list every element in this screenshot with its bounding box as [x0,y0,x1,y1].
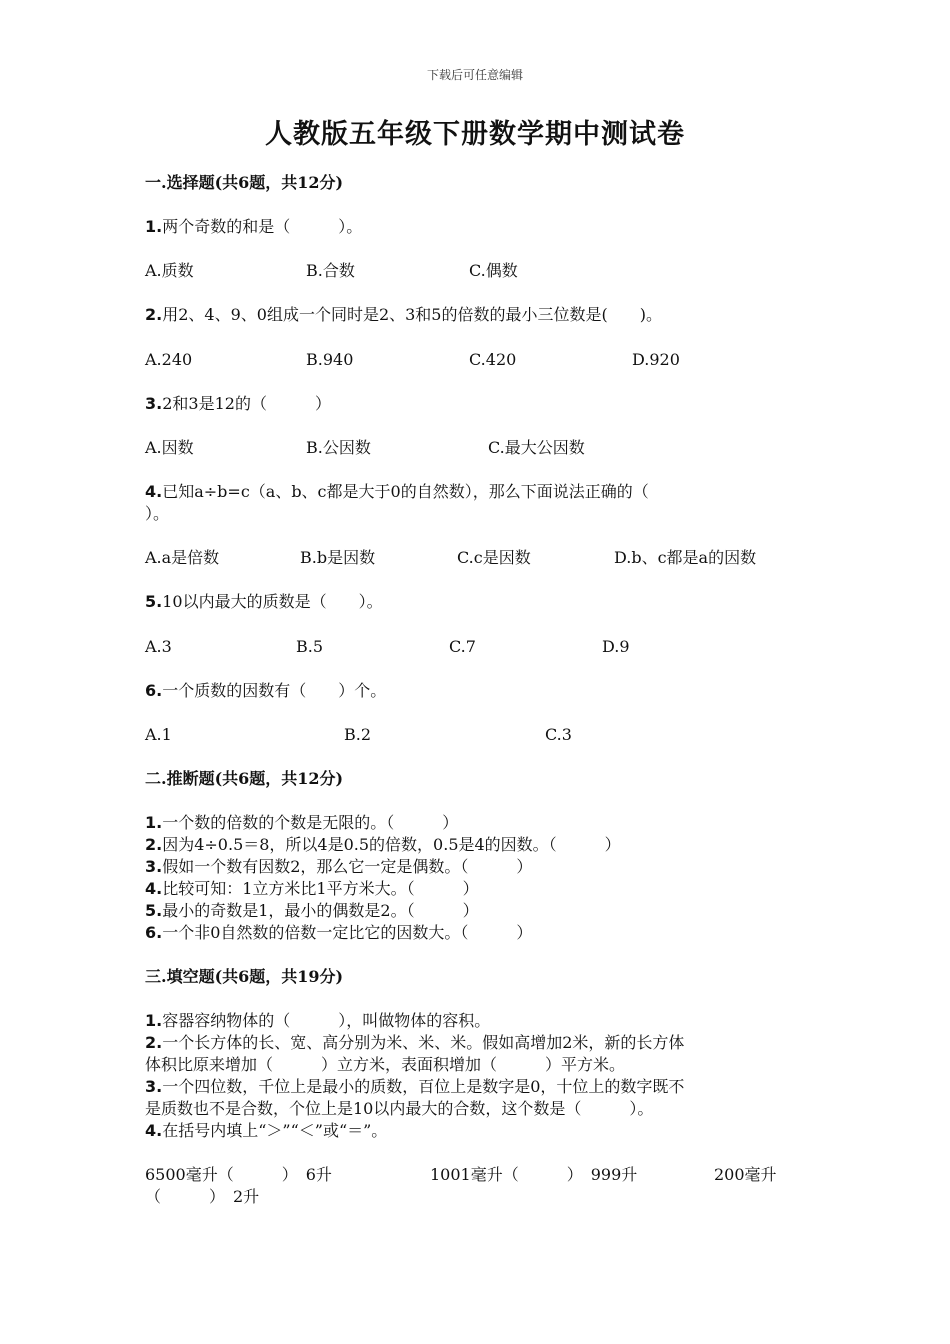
s3-question-1: 1.容器容纳物体的（ ），叫做物体的容积。 [145,1011,491,1030]
s1-q2-option-d: D.920 [632,350,680,369]
s1-question-5: 5.10以内最大的质数是（ ）。 [145,592,383,611]
s1-q5-option-d: D.9 [602,637,630,656]
section-1-heading: 一.选择题(共6题，共12分) [145,173,344,192]
s2-question-6: 6.一个非0自然数的倍数一定比它的因数大。（ ） [145,923,533,942]
s1-question-1: 1.两个奇数的和是（ ）。 [145,217,363,236]
s3-question-2-cont: 体积比原来增加（ ）立方米，表面积增加（ ）平方米。 [145,1055,626,1074]
s1-q6-option-c: C.3 [545,725,572,744]
s1-q3-option-c: C.最大公因数 [488,438,585,457]
s1-q6-option-a: A.1 [145,725,172,744]
s1-q4-option-d: D.b、c都是a的因数 [614,548,757,567]
s1-question-4: 4.已知a÷b=c（a、b、c都是大于0的自然数），那么下面说法正确的（ [145,482,649,501]
s1-q1-option-b: B.合数 [306,261,355,280]
s1-q2-option-b: B.940 [306,350,354,369]
s1-q2-option-c: C.420 [469,350,517,369]
page-title: 人教版五年级下册数学期中测试卷 [265,119,685,150]
s1-q1-option-a: A.质数 [145,261,194,280]
s1-q3-option-a: A.因数 [145,438,194,457]
s2-question-5: 5.最小的奇数是1，最小的偶数是2。（ ） [145,901,479,920]
s3-question-3: 3.一个四位数，千位上是最小的质数，百位上是数字是0，十位上的数字既不 [145,1077,685,1096]
s2-question-4: 4.比较可知：1立方米比1平方米大。（ ） [145,879,479,898]
s1-q1-option-c: C.偶数 [469,261,518,280]
compare-item-3: 200毫升 [714,1165,777,1184]
compare-item-3-cont: （ ） 2升 [145,1187,260,1206]
s1-question-2: 2.用2、4、9、0组成一个同时是2、3和5的倍数的最小三位数是( )。 [145,305,662,324]
s3-question-4: 4.在括号内填上“＞”“＜”或“＝”。 [145,1121,388,1140]
section-3-heading: 三.填空题(共6题，共19分) [145,967,344,986]
s2-question-3: 3.假如一个数有因数2，那么它一定是偶数。（ ） [145,857,533,876]
s1-q2-option-a: A.240 [145,350,193,369]
s2-question-1: 1.一个数的倍数的个数是无限的。（ ） [145,813,459,832]
compare-item-2: 1001毫升（ ） 999升 [430,1165,638,1184]
s1-q4-option-b: B.b是因数 [300,548,376,567]
s3-question-3-cont: 是质数也不是合数，个位上是10以内最大的合数，这个数是（ ）。 [145,1099,654,1118]
s1-question-4-cont: ）。 [145,504,170,523]
s1-question-6: 6.一个质数的因数有（ ）个。 [145,681,387,700]
s1-q3-option-b: B.公因数 [306,438,371,457]
s1-question-3: 3.2和3是12的（ ） [145,394,331,413]
s1-q4-option-a: A.a是倍数 [145,548,220,567]
section-2-heading: 二.推断题(共6题，共12分) [145,769,344,788]
compare-item-1: 6500毫升（ ） 6升 [145,1165,332,1184]
s2-question-2: 2.因为4÷0.5＝8，所以4是0.5的倍数，0.5是4的因数。（ ） [145,835,621,854]
s1-q4-option-c: C.c是因数 [457,548,531,567]
s1-q5-option-a: A.3 [145,637,172,656]
s1-q5-option-c: C.7 [449,637,476,656]
s1-q6-option-b: B.2 [344,725,372,744]
page-header: 下载后可任意编辑 [426,68,523,82]
s3-question-2: 2.一个长方体的长、宽、高分别为米、米、米。假如高增加2米，新的长方体 [145,1033,685,1052]
s1-q5-option-b: B.5 [296,637,324,656]
